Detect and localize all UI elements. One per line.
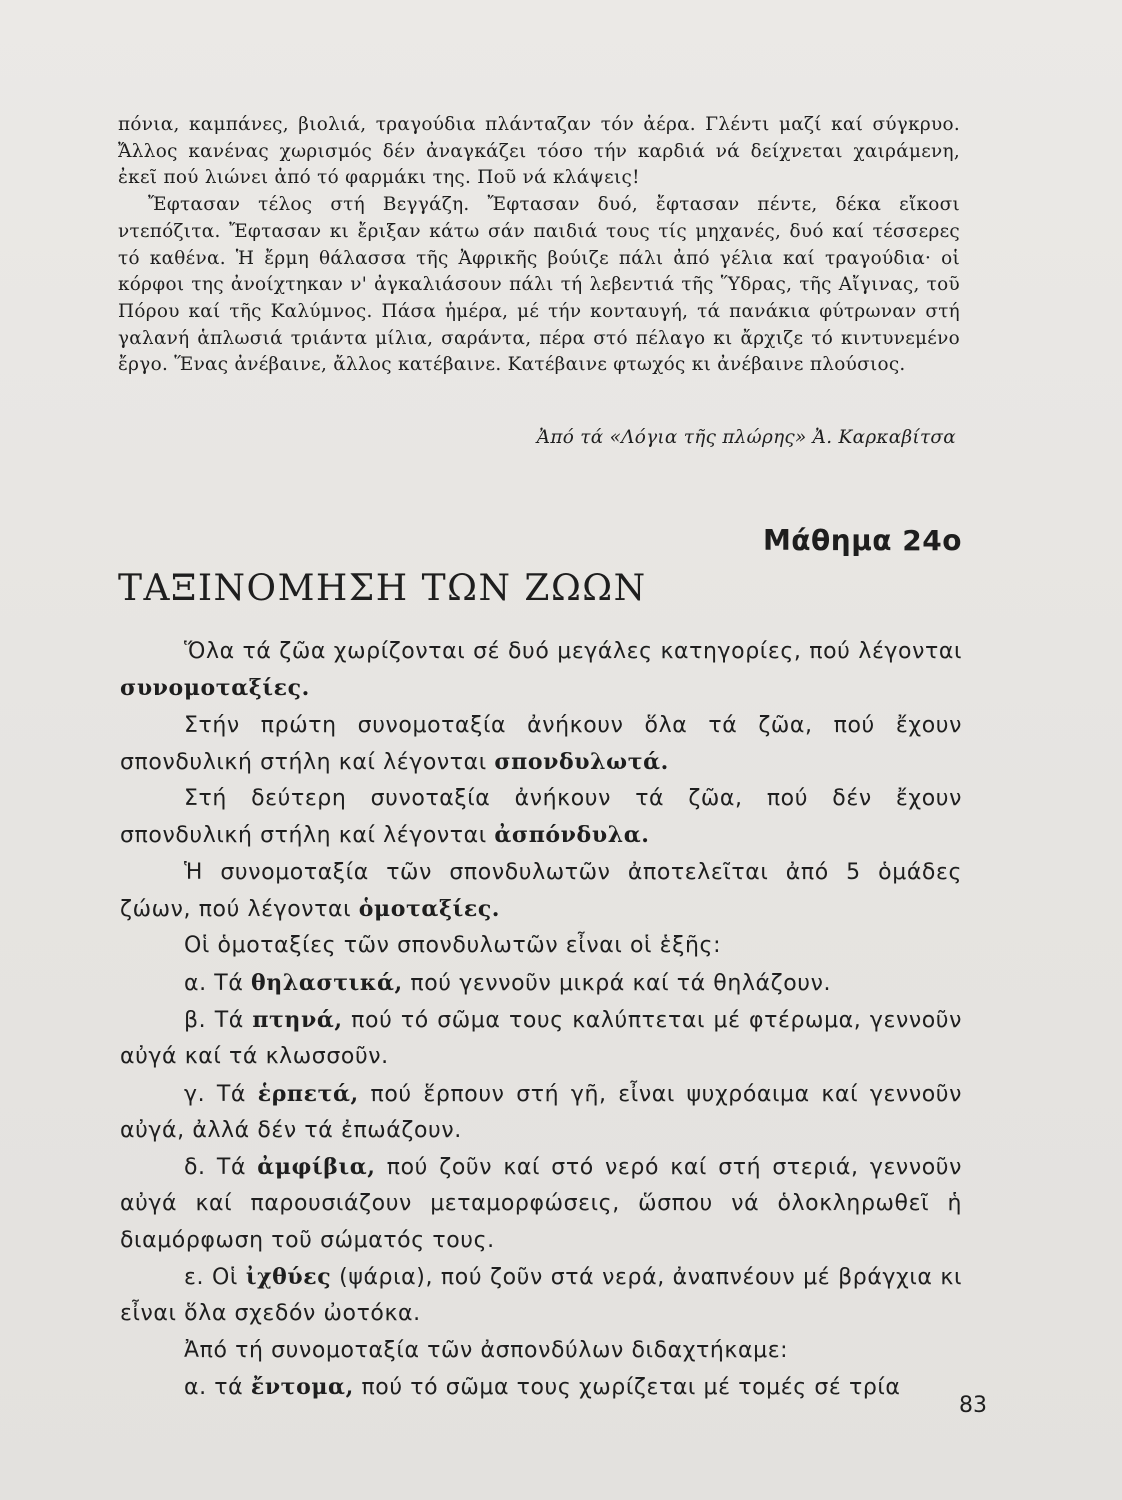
paragraph-text: Ἡ συνομοταξία τῶν σπονδυλωτῶν ἀποτελεῖται ἀπό 5 ὁμάδες ζώων, πού λέγονται bbox=[120, 859, 962, 923]
item-text: πού τό σῶμα τους καλύπτεται μέ φτέρωμα, γεννοῦν αὐγά καί τά κλωσσοῦν. bbox=[120, 1007, 962, 1070]
lesson-paragraph-6: Ἀπό τή συνομοταξία τῶν ἀσπονδύλων διδαχτήκαμε: bbox=[184, 1337, 789, 1363]
key-term: σπονδυλωτά. bbox=[494, 748, 669, 775]
lesson-paragraph-5: Οἱ ὁμοταξίες τῶν σπονδυλωτῶν εἶναι οἱ ἑξῆς: bbox=[184, 933, 722, 959]
item-text: πού ἕρπουν στή γῆ, εἶναι ψυχρόαιμα καί γεννοῦν αὐγά, ἀλλά δέν τά ἐπωάζουν. bbox=[120, 1081, 962, 1143]
item-prefix: α. τά bbox=[184, 1374, 251, 1400]
item-text: πού γεννοῦν μικρά καί τά θηλάζουν. bbox=[402, 970, 832, 996]
item-text: (ψάρια), πού ζοῦν στά νερά, ἀναπνέουν μέ βράγχια κι εἶναι ὅλα σχεδόν ὠοτόκα. bbox=[120, 1265, 962, 1327]
key-term: πτηνά, bbox=[252, 1006, 343, 1033]
excerpt-paragraph-2: Ἔφτασαν τέλος στή Βεγγάζη. Ἔφτασαν δυό, ἔφτασαν πέντε, δέκα εἴκοσι ντεπόζιτα. Ἔφτασαν κι ἔριξαν κάτω σάν παιδιά τους τίς μηχανές, δυό καί τέσσερες τό καθένα. Ἡ ἔρμη θάλασσα τῆς Ἀφρικῆς βούιζε πάλι ἀπό γέλια καί τραγούδια· οἱ κόρφοι της ἀνοίχτηκαν ν' ἀγκαλιάσουν πάλι τή λεβεντιά τῆς Ὕδρας, τῆς Αἴγινας, τοῦ Πόρου καί τῆς Καλύμνος. Πάσα ἡμέρα, μέ τήν κονταυγή, τά πανάκια φύτρωναν στή γαλανή ἁπλωσιά τριάντα μίλια, σαράντα, πέρα στό πέλαγο κι ἄρχιζε τό κιντυνεμένο ἔργο. Ἕνας ἀνέβαινε, ἄλλος κατέβαινε. Κατέβαινε φτωχός κι ἀνέβαινε πλούσιος. bbox=[118, 194, 960, 376]
paragraph-text: Ὅλα τά ζῶα χωρίζονται σέ δυό μεγάλες κατηγορίες, πού λέγονται bbox=[184, 639, 962, 664]
list-item bbox=[120, 1259, 962, 1333]
item-prefix: γ. Τά bbox=[184, 1081, 258, 1107]
key-term: συνομοταξίες. bbox=[120, 675, 310, 702]
lesson-paragraph-1 bbox=[120, 634, 962, 708]
lesson-body bbox=[120, 634, 962, 1406]
paragraph-text: Στήν πρώτη συνομοταξία ἀνήκουν ὅλα τά ζῶα, πού ἔχουν σπονδυλική στήλη καί λέγονται bbox=[120, 712, 962, 775]
list-item bbox=[120, 1149, 962, 1259]
key-term: θηλαστικά, bbox=[251, 969, 403, 996]
list-item bbox=[120, 965, 962, 1002]
lesson-label: Μάθημα 24ο bbox=[762, 524, 962, 557]
literary-excerpt bbox=[118, 112, 960, 379]
item-text: πού τό σῶμα τους χωρίζεται μέ τομές σέ τρία bbox=[353, 1374, 901, 1400]
key-term: ἀμφίβια, bbox=[257, 1154, 376, 1181]
key-term: ἀσπόνδυλα. bbox=[494, 822, 650, 849]
excerpt-attribution: Ἀπό τά «Λόγια τῆς πλώρης» Ἀ. Καρκαβίτσα bbox=[536, 427, 956, 448]
key-term: ἑρπετά, bbox=[257, 1080, 359, 1107]
key-term: ὁμοταξίες. bbox=[358, 896, 501, 923]
lesson-paragraph-2 bbox=[120, 708, 962, 782]
list-item bbox=[120, 1076, 962, 1150]
key-term: ἔντομα, bbox=[250, 1373, 354, 1400]
key-term: ἰχθύες bbox=[245, 1264, 332, 1291]
item-prefix: α. Τά bbox=[184, 970, 252, 996]
item-prefix: β. Τά bbox=[184, 1007, 253, 1033]
excerpt-paragraph-1: πόνια, καμπάνες, βιολιά, τραγούδια πλάνταζαν τόν ἀέρα. Γλέντι μαζί καί σύγκρυο. Ἄλλος κανένας χωρισμός δέν ἀναγκάζει τόσο τήν καρδιά νά δείχνεται χαιράμενη, ἐκεῖ πού λιώνει ἀπό τό φαρμάκι της. Ποῦ νά κλάψεις! bbox=[118, 114, 960, 189]
page-number: 83 bbox=[959, 1393, 987, 1418]
lesson-paragraph-4 bbox=[120, 855, 962, 929]
paragraph-text: Στή δεύτερη συνοταξία ἀνήκουν τά ζῶα, πού δέν ἔχουν σπονδυλική στήλη καί λέγονται bbox=[120, 786, 962, 849]
page-title: ΤΑΞΙΝΟΜΗΣΗ ΤΩΝ ΖΩΩΝ bbox=[118, 568, 647, 609]
item-prefix: δ. Τά bbox=[184, 1155, 258, 1181]
item-text: πού ζοῦν καί στό νερό καί στή στεριά, γεννοῦν αὐγά καί παρουσιάζουν μεταμορφώσεις, ὥσπου νά ὁλοκληρωθεῖ ἡ διαμόρφωση τοῦ σώματός τους. bbox=[120, 1155, 962, 1253]
item-prefix: ε. Οἱ bbox=[184, 1265, 246, 1291]
lesson-paragraph-3 bbox=[120, 781, 962, 855]
list-item bbox=[120, 1002, 962, 1076]
list-item bbox=[120, 1369, 962, 1406]
